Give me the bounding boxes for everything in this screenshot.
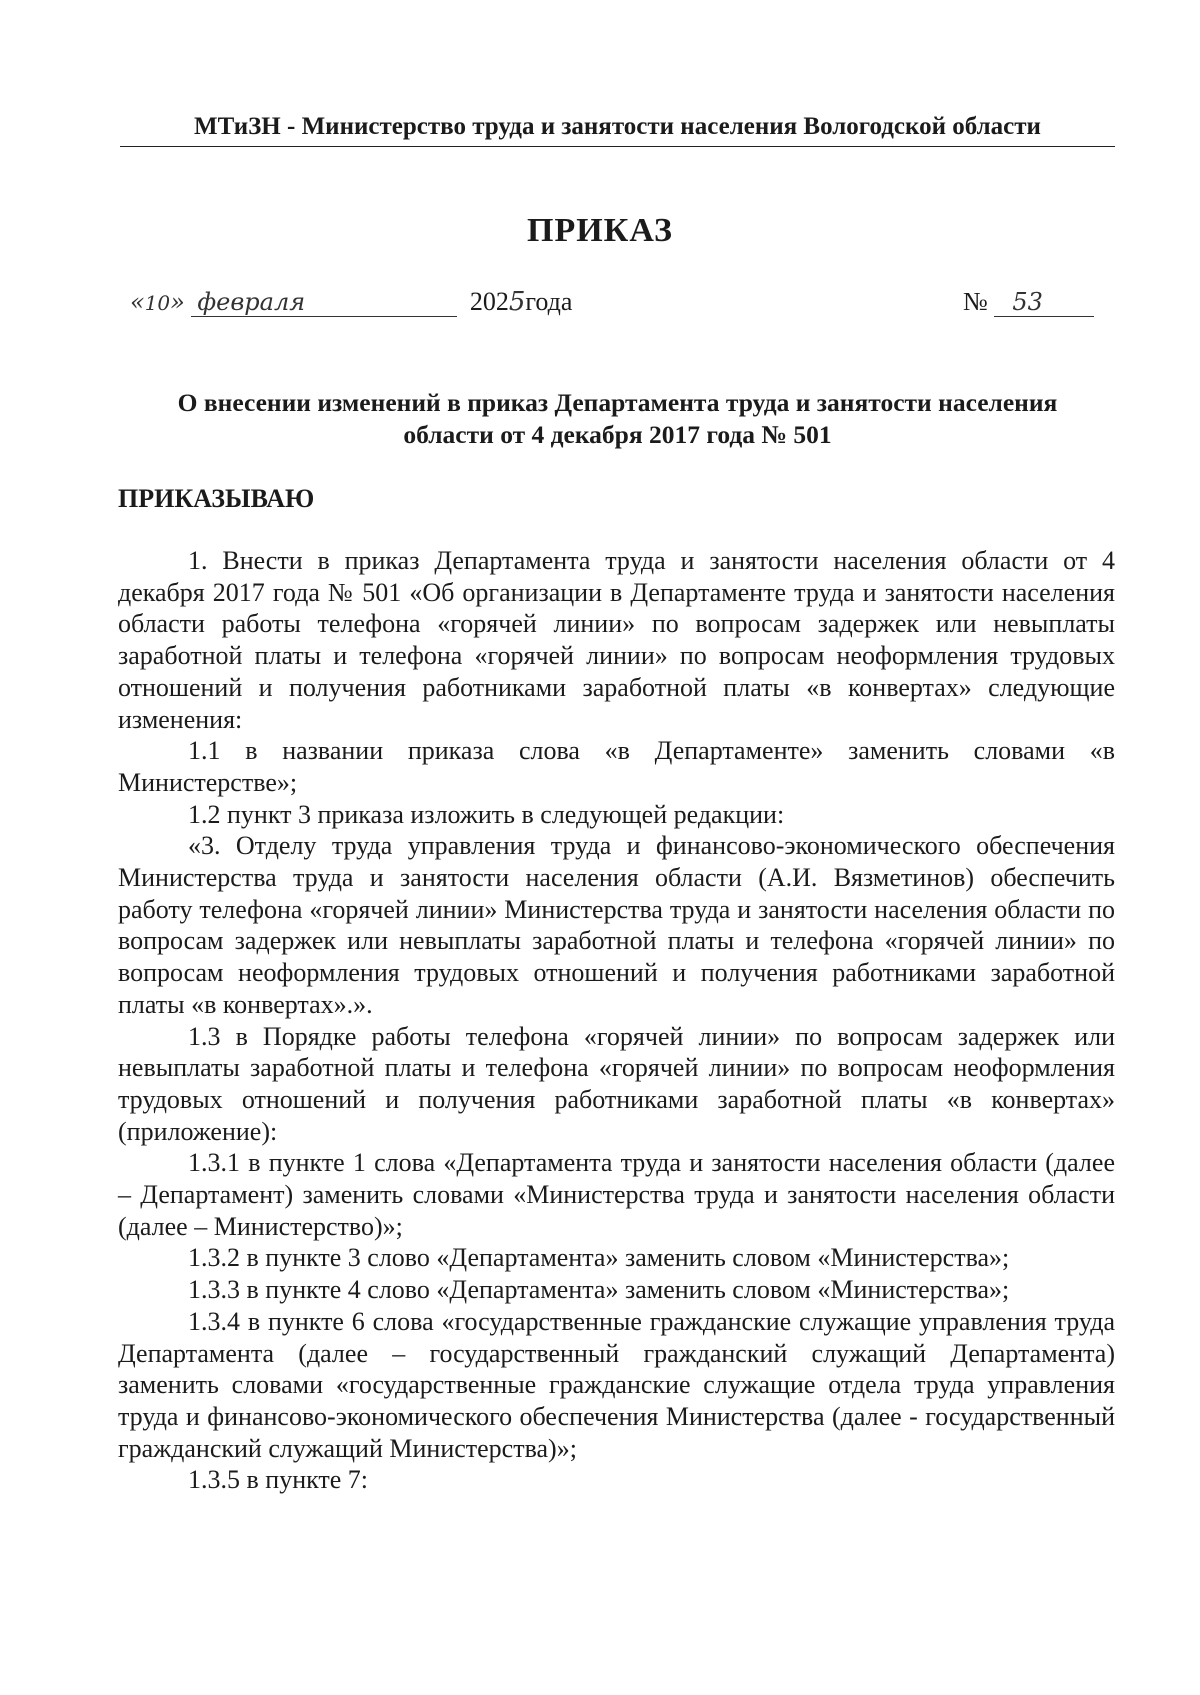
subject-line-1: О внесении изменений в приказ Департамента труда и занятости населения bbox=[177, 388, 1058, 417]
paragraph: «3. Отделу труда управления труда и финансово-экономического обеспечения Министерства труда и занятости населения области (А.И. Вязметинов) обеспечить работу телефона «горячей линии» Министерства труда и занятости населения области по вопросам задержек или невыплаты заработной платы и телефона «горячей линии» по вопросам неоформления трудовых отношений и получения работниками заработной платы «в конвертах».». bbox=[118, 831, 1115, 1019]
order-date bbox=[130, 287, 572, 317]
paragraph: 1.3.2 в пункте 3 слово «Департамента» заменить словом «Министерства»; bbox=[188, 1243, 1010, 1273]
header-underline bbox=[120, 146, 1115, 147]
order-number bbox=[963, 287, 1094, 317]
date-open-quote: « bbox=[130, 288, 145, 316]
ministry-header: МТиЗН - Министерство труда и занятости населения Вологодской области bbox=[194, 113, 1041, 140]
paragraph: 1.3.1 в пункте 1 слова «Департамента труда и занятости населения области (далее – Департамент) заменить словами «Министерства труда и занятости населения области (далее – Министерство)»; bbox=[118, 1148, 1115, 1241]
order-subject bbox=[120, 387, 1115, 451]
paragraph: 1.3.3 в пункте 4 слово «Департамента» заменить словом «Министерства»; bbox=[188, 1275, 1010, 1305]
number-value: 53 bbox=[994, 288, 1094, 317]
date-year-prefix: 202 bbox=[469, 287, 509, 316]
date-day: 10 bbox=[144, 291, 171, 315]
date-month: февраля bbox=[191, 288, 457, 317]
paragraph: 1. Внести в приказ Департамента труда и занятости населения области от 4 декабря 2017 года № 501 «Об организации в Департаменте труда и занятости населения области работы телефона «горячей линии» по вопросам задержек или невыплаты заработной платы и телефона «горячей линии» по вопросам неоформления трудовых отношений и получения работниками заработной платы «в конвертах» следующие изменения: bbox=[118, 546, 1115, 734]
paragraph: 1.3 в Порядке работы телефона «горячей линии» по вопросам задержек или невыплаты заработной платы и телефона «горячей линии» по вопросам неоформления трудовых отношений и получения работниками заработной платы «в конвертах» (приложение): bbox=[118, 1021, 1115, 1146]
paragraph: 1.3.5 в пункте 7: bbox=[188, 1465, 369, 1495]
number-sign: № bbox=[963, 287, 988, 316]
paragraph: 1.3.4 в пункте 6 слова «государственные гражданские служащие управления труда Департамента (далее – государственный гражданский служащий Департамента) заменить словами «государственные гражданские служащие отдела труда управления труда и финансово-экономического обеспечения Министерства (далее - государственный гражданский служащий Министерства)»; bbox=[118, 1306, 1115, 1463]
paragraph: 1.1 в названии приказа слова «в Департаменте» заменить словами «в Министерстве»; bbox=[118, 736, 1115, 797]
order-directive: ПРИКАЗЫВАЮ bbox=[118, 484, 315, 513]
date-year-suffix: 5 bbox=[508, 287, 526, 317]
date-close-quote: » bbox=[170, 288, 185, 316]
order-body bbox=[118, 545, 1115, 1496]
document-title: ПРИКАЗ bbox=[527, 212, 673, 249]
subject-line-2: области от 4 декабря 2017 года № 501 bbox=[403, 420, 832, 449]
date-year-word: года bbox=[525, 287, 573, 316]
paragraph: 1.2 пункт 3 приказа изложить в следующей редакции: bbox=[188, 799, 785, 829]
